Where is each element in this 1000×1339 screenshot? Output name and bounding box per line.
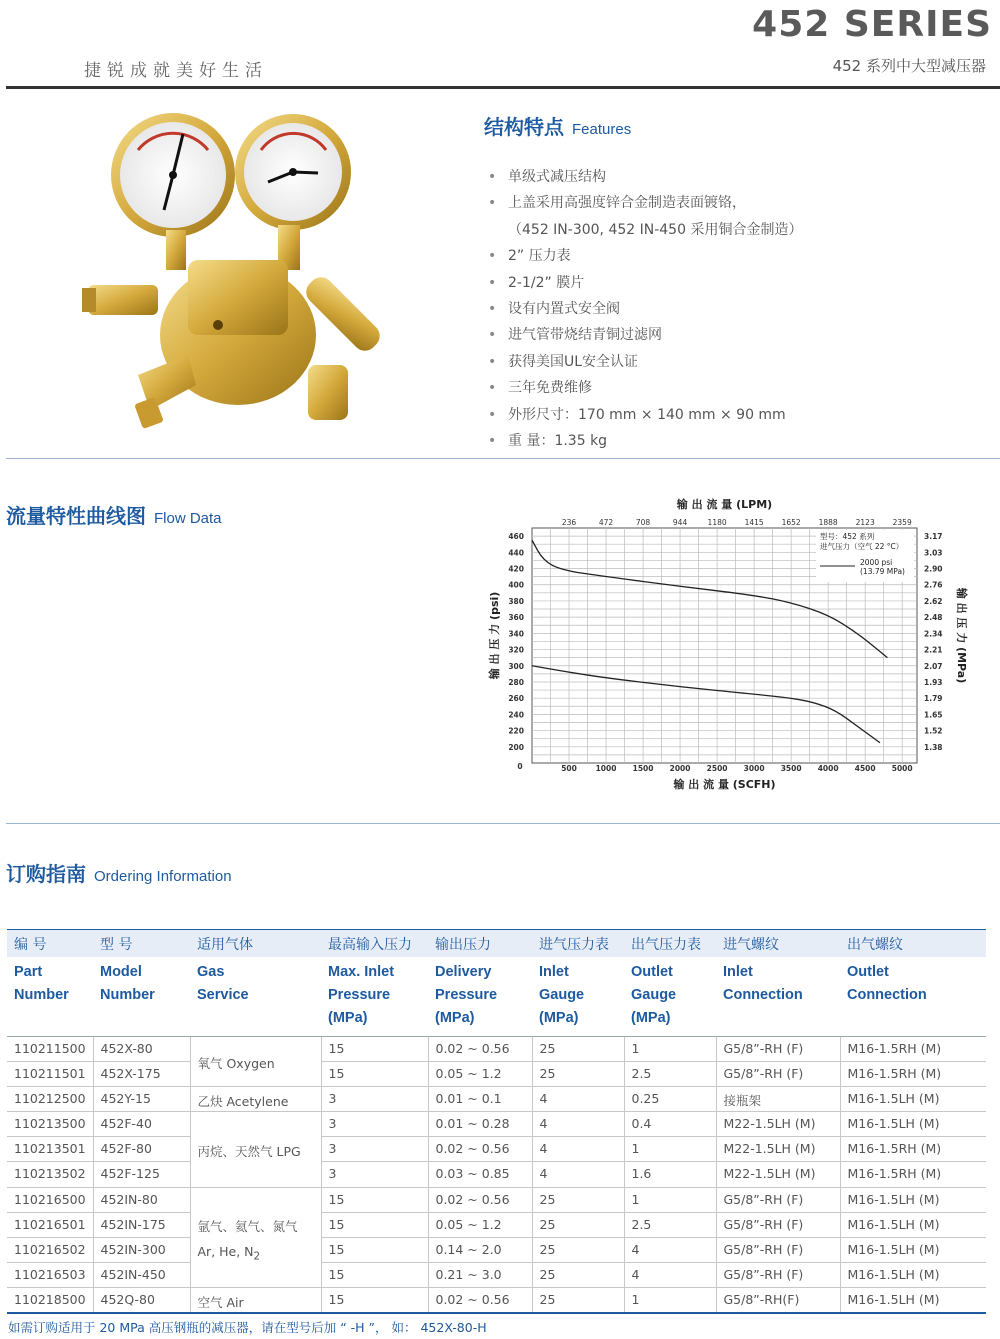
feature-item: [486, 428, 986, 454]
y-right-tick-label: 2.07: [924, 661, 943, 671]
y-right-tick-label: 1.93: [924, 677, 943, 687]
ordering-footnote: 如需订购适用于 20 MPa 高压钢瓶的减压器，请在型号后加 “ -H ”， 如： 452X-80-H: [8, 1320, 487, 1335]
inlet-connection-cell: G5/8”-RH (F): [716, 1263, 840, 1288]
y-tick-label: 380: [508, 596, 524, 606]
column-header-en: [840, 957, 986, 1037]
gas-label-en: [198, 1244, 321, 1263]
column-header-en: [716, 957, 840, 1037]
column-header-zh: 适用气体: [190, 930, 321, 957]
slogan: 捷锐成就美好生活: [84, 61, 268, 81]
page-subtitle: 452 系列中大型减压器: [832, 57, 986, 75]
max-inlet-cell: 15: [321, 1288, 428, 1313]
part-number-cell: 110216500: [7, 1187, 93, 1212]
column-header-en-line: Service: [197, 986, 249, 1003]
flow-heading: [6, 500, 222, 529]
table-row: [7, 1036, 986, 1061]
features-heading: [484, 111, 631, 140]
column-header-zh: 最高输入压力: [321, 930, 428, 957]
legend-entry-sub: (13.79 MPa): [860, 567, 905, 576]
x-tick-label: 1000: [595, 764, 617, 773]
delivery-pressure-cell: 0.03 ~ 0.85: [428, 1162, 532, 1187]
table-row: [7, 1263, 986, 1288]
feature-text: 设有内置式安全阀: [508, 301, 620, 318]
feature-item: [486, 270, 986, 296]
column-header-en-line: (MPa): [328, 1009, 368, 1026]
inlet-gauge-cell: 4: [532, 1162, 624, 1187]
outlet-gauge-cell: 2.5: [624, 1212, 716, 1237]
column-header-en-line: Gas: [197, 963, 225, 980]
outlet-connection-cell: M16-1.5RH (M): [840, 1137, 986, 1162]
column-header-en-line: [723, 1007, 840, 1030]
x-top-tick-label: 1180: [707, 518, 727, 527]
flow-title-zh: 流量特性曲线图: [6, 504, 146, 528]
y-right-tick-label: 2.34: [924, 629, 943, 639]
outlet-gauge-cell: 0.4: [624, 1112, 716, 1137]
legend-line1: 型号：452 系列: [820, 532, 875, 541]
legend-entry: 2000 psi: [860, 558, 893, 567]
y-tick-label: 320: [508, 645, 524, 655]
bullet-icon: •: [488, 406, 497, 423]
gas-label: 乙炔 Acetylene: [197, 1093, 289, 1109]
feature-text: 三年免费维修: [508, 380, 592, 397]
max-inlet-cell: 15: [321, 1187, 428, 1212]
column-header-en-line: Outlet: [847, 963, 889, 980]
delivery-pressure-cell: 0.01 ~ 0.1: [428, 1086, 532, 1111]
bullet-icon: •: [488, 327, 497, 344]
x-tick-label: 3000: [743, 764, 765, 773]
part-number-cell: 110211501: [7, 1061, 93, 1086]
feature-item: [486, 402, 986, 428]
inlet-gauge-cell: 4: [532, 1086, 624, 1111]
model-number-cell: 452Y-15: [93, 1086, 190, 1111]
x-top-tick-label: 2123: [855, 518, 875, 527]
x-top-tick-label: 1415: [744, 518, 764, 527]
y-axis-label: 输 出 压 力 (psi): [488, 591, 501, 680]
x-tick-label: 5000: [891, 764, 913, 773]
column-header-zh: 出气螺纹: [840, 930, 986, 957]
max-inlet-cell: 3: [321, 1086, 428, 1111]
feature-item: [486, 164, 986, 190]
y-right-tick-label: 1.65: [924, 710, 943, 720]
x-top-axis-label: 输 出 流 量 (LPM): [676, 498, 773, 511]
x-tick-label: 2000: [669, 764, 691, 773]
inlet-gauge-cell: 25: [532, 1238, 624, 1263]
column-header-en-line: Inlet: [539, 963, 569, 980]
column-header-zh: 输出压力: [428, 930, 532, 957]
part-number-cell: 110216503: [7, 1263, 93, 1288]
y-right-tick-label: 3.03: [924, 548, 943, 558]
outlet-gauge-cell: 1.6: [624, 1162, 716, 1187]
column-header-zh: 型 号: [93, 930, 190, 957]
inlet-connection-cell: M22-1.5LH (M): [716, 1162, 840, 1187]
x-top-tick-label: 236: [561, 518, 577, 527]
inlet-gauge-cell: 25: [532, 1288, 624, 1313]
outlet-gauge-cell: 1: [624, 1187, 716, 1212]
table-row: [7, 1112, 986, 1137]
x-top-tick-label: 1652: [781, 518, 801, 527]
outlet-connection-cell: M16-1.5LH (M): [840, 1212, 986, 1237]
model-number-cell: 452IN-300: [93, 1238, 190, 1263]
table-row: [7, 1238, 986, 1263]
y-tick-label: 440: [508, 548, 524, 558]
part-number-cell: 110212500: [7, 1086, 93, 1111]
column-header-en-line: Pressure: [435, 986, 498, 1003]
flow-chart: [480, 495, 980, 795]
column-header-en: [93, 957, 190, 1037]
bullet-icon: •: [488, 301, 497, 318]
bullet-icon: •: [488, 169, 497, 185]
gas-label: 氧气 Oxygen: [197, 1056, 275, 1072]
part-number-cell: 110216502: [7, 1238, 93, 1263]
ordering-title-en: Ordering Information: [94, 868, 232, 885]
gas-service-cell: [190, 1112, 321, 1188]
column-header-en-line: Gauge: [631, 986, 677, 1003]
inlet-connection-cell: 接瓶架: [716, 1086, 840, 1111]
model-number-cell: 452IN-450: [93, 1263, 190, 1288]
gas-label: 空气 Air: [197, 1295, 244, 1311]
inlet-gauge-cell: 25: [532, 1187, 624, 1212]
model-number-cell: 452Q-80: [93, 1288, 190, 1313]
y-right-tick-label: 2.76: [924, 580, 943, 590]
feature-text: 2-1/2” 膜片: [508, 274, 585, 291]
column-header-en-line: (MPa): [435, 1009, 475, 1026]
column-header-en-line: (MPa): [631, 1009, 671, 1026]
y-tick-label: 420: [508, 564, 524, 574]
top-rule: [6, 86, 1000, 89]
section-divider: [6, 823, 1000, 824]
inlet-connection-cell: M22-1.5LH (M): [716, 1137, 840, 1162]
column-header-zh: 进气压力表: [532, 930, 624, 957]
part-number-cell: 110211500: [7, 1036, 93, 1061]
feature-item: [486, 322, 986, 348]
outlet-connection-cell: M16-1.5LH (M): [840, 1086, 986, 1111]
table-row: [7, 1187, 986, 1212]
inlet-connection-cell: G5/8”-RH (F): [716, 1187, 840, 1212]
outlet-connection-cell: M16-1.5LH (M): [840, 1187, 986, 1212]
column-header-en-line: Pressure: [328, 986, 391, 1003]
table-row: [7, 1137, 986, 1162]
table-row: [7, 1288, 986, 1313]
delivery-pressure-cell: 0.01 ~ 0.28: [428, 1112, 532, 1137]
gas-service-cell: [190, 1086, 321, 1111]
inlet-connection-cell: G5/8”-RH (F): [716, 1036, 840, 1061]
part-number-cell: 110213500: [7, 1112, 93, 1137]
feature-item: [486, 243, 986, 269]
x-tick-label: 4000: [817, 764, 839, 773]
part-number-cell: 110216501: [7, 1212, 93, 1237]
column-header-en-line: Max. Inlet: [328, 963, 395, 980]
y-tick-label: 360: [508, 613, 524, 623]
features-title-en: Features: [572, 121, 632, 138]
y-right-tick-label: 2.21: [924, 645, 943, 655]
outlet-gauge-cell: 1: [624, 1288, 716, 1313]
x-axis-label: 输 出 流 量 (SCFH): [673, 778, 776, 791]
gas-label-en-text: Ar, He, N: [197, 1243, 254, 1259]
y-right-tick-label: 2.48: [924, 613, 943, 623]
ordering-table: [7, 929, 986, 1314]
x-tick-label: 3500: [780, 764, 802, 773]
y-tick-label: 280: [508, 677, 524, 687]
delivery-pressure-cell: 0.02 ~ 0.56: [428, 1036, 532, 1061]
outlet-gauge-cell: 4: [624, 1263, 716, 1288]
bullet-icon: •: [488, 380, 497, 397]
column-header-en: [428, 957, 532, 1037]
inlet-connection-cell: G5/8”-RH (F): [716, 1212, 840, 1237]
column-header-en-line: [197, 1007, 321, 1030]
flow-title-en: Flow Data: [154, 510, 222, 527]
feature-item: [486, 190, 986, 243]
x-top-tick-label: 472: [598, 518, 614, 527]
inlet-connection-cell: M22-1.5LH (M): [716, 1112, 840, 1137]
bullet-icon: •: [488, 274, 497, 291]
column-header-en-line: [14, 1007, 93, 1030]
column-header-en-line: Number: [14, 986, 69, 1003]
bullet-icon: •: [488, 433, 497, 450]
outlet-gauge-cell: 4: [624, 1238, 716, 1263]
outlet-connection-cell: M16-1.5RH (M): [840, 1162, 986, 1187]
outlet-connection-cell: M16-1.5LH (M): [840, 1288, 986, 1313]
inlet-gauge-cell: 25: [532, 1061, 624, 1086]
y-tick-label: 200: [508, 742, 524, 752]
x-top-tick-label: 2359: [892, 518, 912, 527]
x-top-tick-label: 1888: [818, 518, 838, 527]
gas-label-subscript: 2: [253, 1250, 261, 1263]
series-title: 452 SERIES: [752, 4, 992, 45]
section-divider: [6, 458, 1000, 459]
feature-text-line2: （452 IN-300, 452 IN-450 采用铜合金制造）: [508, 221, 803, 238]
feature-text: 外形尺寸：170 mm × 140 mm × 90 mm: [508, 406, 786, 423]
outlet-connection-cell: M16-1.5RH (M): [840, 1036, 986, 1061]
column-header-en-line: Number: [100, 986, 155, 1003]
max-inlet-cell: 15: [321, 1212, 428, 1237]
column-header-en-line: [847, 1007, 986, 1030]
features-list: [486, 164, 986, 454]
delivery-pressure-cell: 0.05 ~ 1.2: [428, 1212, 532, 1237]
y-right-tick-label: 3.17: [924, 532, 943, 542]
table-row: [7, 1212, 986, 1237]
legend-line2: 进气压力（空气 22 °C）: [820, 542, 904, 551]
ordering-title-zh: 订购指南: [6, 862, 86, 886]
y-right-tick-label: 2.90: [924, 564, 943, 574]
product-image: [78, 110, 408, 440]
column-header-en-line: Gauge: [539, 986, 585, 1003]
x-tick-label: 4500: [854, 764, 876, 773]
column-header-en-line: Model: [100, 963, 142, 980]
delivery-pressure-cell: 0.02 ~ 0.56: [428, 1187, 532, 1212]
inlet-connection-cell: G5/8”-RH(F): [716, 1288, 840, 1313]
outlet-connection-cell: M16-1.5LH (M): [840, 1263, 986, 1288]
delivery-pressure-cell: 0.14 ~ 2.0: [428, 1238, 532, 1263]
column-header-en-line: Connection: [723, 986, 803, 1003]
column-header-en-line: Part: [14, 963, 43, 980]
feature-item: [486, 296, 986, 322]
feature-item: [486, 375, 986, 401]
column-header-en-line: Outlet: [631, 963, 673, 980]
x-tick-label: 2500: [706, 764, 728, 773]
feature-text: 重 量：1.35 kg: [508, 433, 608, 450]
outlet-gauge-cell: 2.5: [624, 1061, 716, 1086]
outlet-gauge-cell: 0.25: [624, 1086, 716, 1111]
x-top-tick-label: 708: [635, 518, 651, 527]
column-header-en-line: Connection: [847, 986, 927, 1003]
flow-chart-svg: [480, 495, 980, 795]
column-header-zh: 出气压力表: [624, 930, 716, 957]
max-inlet-cell: 3: [321, 1112, 428, 1137]
table-row: [7, 1086, 986, 1111]
delivery-pressure-cell: 0.02 ~ 0.56: [428, 1137, 532, 1162]
column-header-en-line: Inlet: [723, 963, 753, 980]
model-number-cell: 452F-80: [93, 1137, 190, 1162]
gas-label: 丙烷、天然气 LPG: [197, 1144, 301, 1160]
column-header-en-line: [100, 1007, 190, 1030]
outlet-gauge-cell: 1: [624, 1036, 716, 1061]
gas-service-cell: [190, 1187, 321, 1288]
model-number-cell: 452IN-175: [93, 1212, 190, 1237]
feature-text: 上盖采用高强度锌合金制造表面镀铬，: [508, 195, 746, 212]
ordering-heading: [6, 858, 232, 887]
outlet-connection-cell: M16-1.5LH (M): [840, 1238, 986, 1263]
max-inlet-cell: 15: [321, 1061, 428, 1086]
y-tick-label: 340: [508, 629, 524, 639]
inlet-gauge-cell: 25: [532, 1263, 624, 1288]
x-top-tick-label: 944: [672, 518, 688, 527]
outlet-connection-cell: M16-1.5LH (M): [840, 1112, 986, 1137]
gas-service-cell: [190, 1288, 321, 1313]
feature-text: 进气管带烧结青铜过滤网: [508, 327, 662, 344]
outlet-connection-cell: M16-1.5RH (M): [840, 1061, 986, 1086]
delivery-pressure-cell: 0.05 ~ 1.2: [428, 1061, 532, 1086]
gas-service-cell: [190, 1036, 321, 1086]
y-tick-label: 460: [508, 532, 524, 542]
feature-item: [486, 349, 986, 375]
bullet-icon: •: [488, 248, 497, 265]
x-tick-label: 500: [561, 764, 577, 773]
table-row: [7, 1162, 986, 1187]
y-right-tick-label: 1.79: [924, 694, 943, 704]
max-inlet-cell: 15: [321, 1036, 428, 1061]
y-tick-label: 300: [508, 661, 524, 671]
y-tick-label: 260: [508, 694, 524, 704]
model-number-cell: 452X-175: [93, 1061, 190, 1086]
table-row: [7, 1061, 986, 1086]
part-number-cell: 110213501: [7, 1137, 93, 1162]
gas-label: 氩气、氦气、氮气: [197, 1218, 298, 1234]
column-header-en: [321, 957, 428, 1037]
feature-text: 单级式减压结构: [508, 169, 606, 185]
column-header-en: [190, 957, 321, 1037]
y-right-axis-label: 输 出 压 力 (MPa): [955, 587, 968, 684]
feature-text: 获得美国UL安全认证: [508, 353, 639, 370]
max-inlet-cell: 3: [321, 1162, 428, 1187]
y-tick-label: 400: [508, 580, 524, 590]
column-header-en-line: (MPa): [539, 1009, 579, 1026]
feature-text: 2” 压力表: [508, 248, 571, 265]
max-inlet-cell: 15: [321, 1263, 428, 1288]
column-header-zh: 进气螺纹: [716, 930, 840, 957]
column-header-en-line: Delivery: [435, 963, 492, 980]
inlet-gauge-cell: 4: [532, 1112, 624, 1137]
x-tick-label: 1500: [632, 764, 654, 773]
max-inlet-cell: 3: [321, 1137, 428, 1162]
column-header-en: [532, 957, 624, 1037]
inlet-gauge-cell: 4: [532, 1137, 624, 1162]
max-inlet-cell: 15: [321, 1238, 428, 1263]
y-tick-label: 240: [508, 710, 524, 720]
delivery-pressure-cell: 0.21 ~ 3.0: [428, 1263, 532, 1288]
delivery-pressure-cell: 0.02 ~ 0.56: [428, 1288, 532, 1313]
outlet-gauge-cell: 1: [624, 1137, 716, 1162]
features-title-zh: 结构特点: [484, 115, 564, 139]
x-zero-label: 0: [517, 762, 523, 771]
column-header-zh: 编 号: [7, 930, 93, 957]
y-right-tick-label: 1.52: [924, 726, 943, 736]
inlet-connection-cell: G5/8”-RH (F): [716, 1238, 840, 1263]
bullet-icon: •: [488, 195, 497, 212]
model-number-cell: 452F-125: [93, 1162, 190, 1187]
model-number-cell: 452F-40: [93, 1112, 190, 1137]
column-header-en: [624, 957, 716, 1037]
part-number-cell: 110218500: [7, 1288, 93, 1313]
y-tick-label: 220: [508, 726, 524, 736]
part-number-cell: 110213502: [7, 1162, 93, 1187]
y-right-tick-label: 2.62: [924, 596, 943, 606]
y-right-tick-label: 1.38: [924, 742, 943, 752]
column-header-en: [7, 957, 93, 1037]
inlet-connection-cell: G5/8”-RH (F): [716, 1061, 840, 1086]
model-number-cell: 452X-80: [93, 1036, 190, 1061]
bullet-icon: •: [488, 353, 497, 370]
model-number-cell: 452IN-80: [93, 1187, 190, 1212]
inlet-gauge-cell: 25: [532, 1212, 624, 1237]
inlet-gauge-cell: 25: [532, 1036, 624, 1061]
